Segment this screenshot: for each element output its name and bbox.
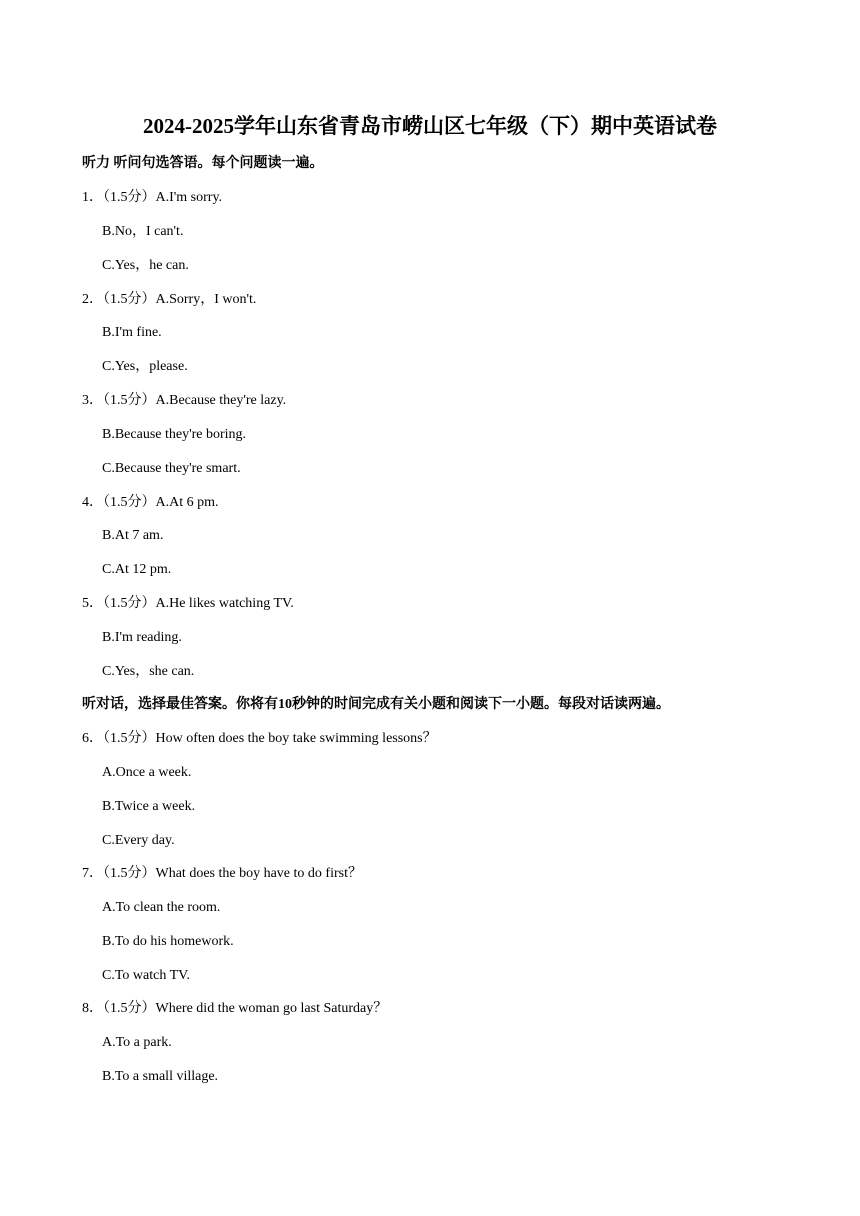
question-6-option-a: A.Once a week.: [102, 765, 192, 780]
question-stem: Where did the woman go last Saturday？: [155, 1001, 388, 1016]
question-1-option-b: B.No，I can't.: [102, 224, 184, 239]
question-score: （1.5分）: [103, 190, 156, 205]
question-score: （1.5分）: [103, 393, 156, 408]
question-3: [82, 391, 286, 411]
section-heading-listening-dialogues: 听对话，选择最佳答案。你将有10秒钟的时间完成有关小题和阅读下一小题。每段对话读两遍。: [82, 697, 670, 712]
question-3-option-c: C.Because they're smart.: [102, 461, 241, 476]
question-number: 5．: [82, 596, 103, 611]
question-1: [82, 188, 222, 208]
question-score: （1.5分）: [103, 596, 156, 611]
question-score: （1.5分）: [103, 1001, 156, 1016]
question-2: [82, 290, 256, 310]
question-option-a: A.He likes watching TV.: [155, 596, 294, 611]
question-option-a: A.Sorry，I won't.: [155, 292, 257, 307]
section-heading-listening-questions: 听力 听问句选答语。每个问题读一遍。: [82, 156, 324, 171]
question-number: 8．: [82, 1001, 103, 1016]
question-7-option-b: B.To do his homework.: [102, 934, 234, 949]
question-5: [82, 594, 294, 614]
question-score: （1.5分）: [103, 866, 156, 881]
question-6: [82, 729, 437, 749]
question-number: 7．: [82, 866, 103, 881]
question-2-option-c: C.Yes，please.: [102, 359, 188, 374]
question-2-option-b: B.I'm fine.: [102, 325, 162, 340]
question-option-a: A.At 6 pm.: [155, 495, 219, 510]
question-score: （1.5分）: [103, 495, 156, 510]
exam-title: 2024-2025学年山东省青岛市崂山区七年级（下）期中英语试卷: [143, 114, 717, 138]
question-4-option-c: C.At 12 pm.: [102, 562, 172, 577]
question-option-a: A.I'm sorry.: [155, 190, 223, 205]
question-number: 1．: [82, 190, 103, 205]
question-8-option-a: A.To a park.: [102, 1035, 172, 1050]
question-6-option-c: C.Every day.: [102, 833, 175, 848]
question-5-option-b: B.I'm reading.: [102, 630, 182, 645]
question-7-option-a: A.To clean the room.: [102, 900, 221, 915]
question-score: （1.5分）: [103, 292, 156, 307]
question-3-option-b: B.Because they're boring.: [102, 427, 247, 442]
question-4-option-b: B.At 7 am.: [102, 528, 164, 543]
question-4: [82, 493, 219, 513]
question-8-option-b: B.To a small village.: [102, 1069, 219, 1084]
question-1-option-c: C.Yes，he can.: [102, 258, 189, 273]
question-number: 2．: [82, 292, 103, 307]
question-score: （1.5分）: [103, 731, 156, 746]
question-number: 3．: [82, 393, 103, 408]
question-option-a: A.Because they're lazy.: [155, 393, 287, 408]
question-8: [82, 999, 387, 1019]
question-7-option-c: C.To watch TV.: [102, 968, 190, 983]
question-7: [82, 864, 362, 884]
question-5-option-c: C.Yes，she can.: [102, 664, 195, 679]
question-number: 6．: [82, 731, 103, 746]
question-stem: How often does the boy take swimming lessons？: [155, 731, 437, 746]
question-stem: What does the boy have to do first？: [155, 866, 362, 881]
question-number: 4．: [82, 495, 103, 510]
question-6-option-b: B.Twice a week.: [102, 799, 196, 814]
